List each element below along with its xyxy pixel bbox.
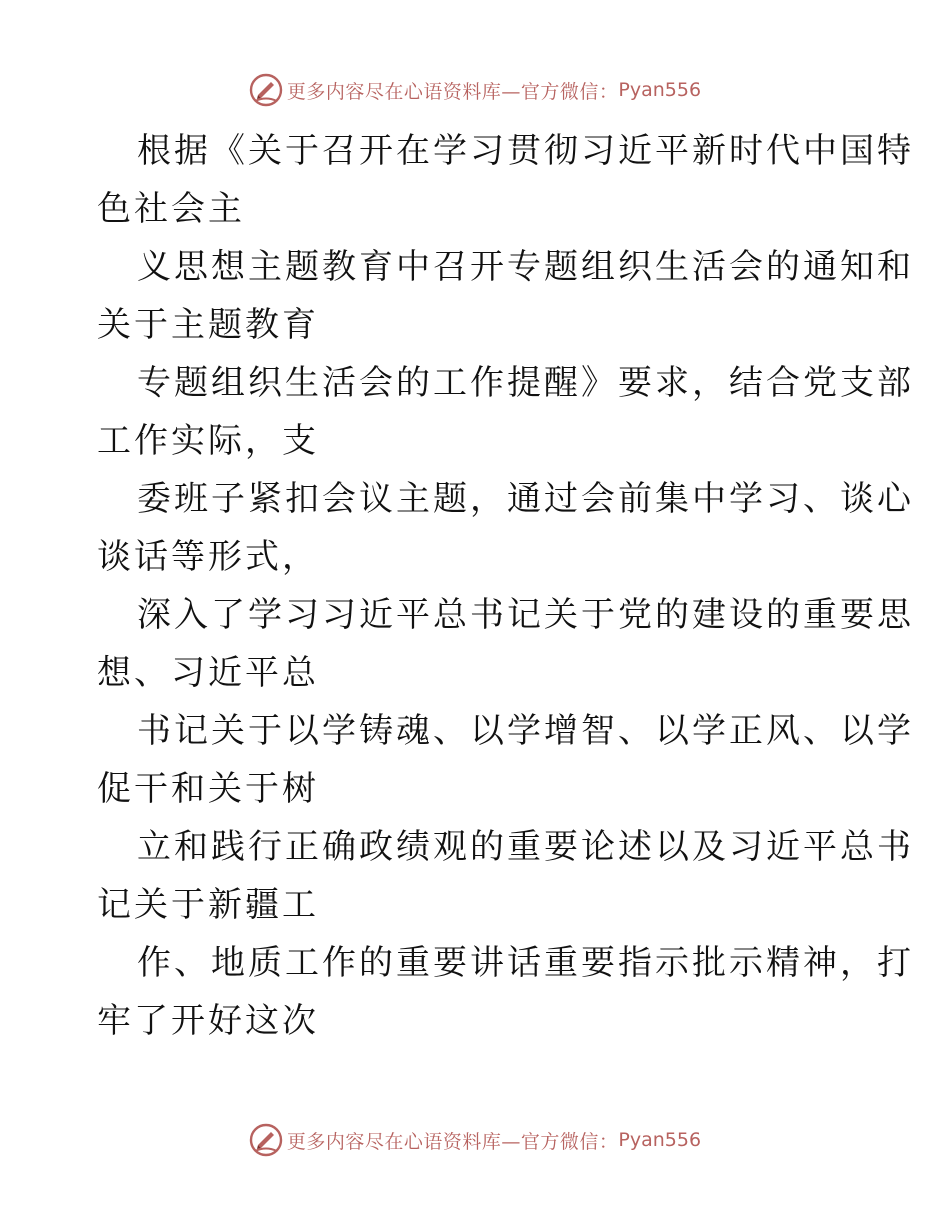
text-line: 牢了开好这次	[97, 1001, 319, 1041]
text-line: 作、地质工作的重要讲话重要指示批示精神，打	[137, 943, 914, 983]
text-line: 深入了学习习近平总书记关于党的建设的重要思	[137, 595, 914, 635]
paragraph	[97, 586, 914, 702]
paragraph	[97, 122, 914, 238]
text-line: 义思想主题教育中召开专题组织生活会的通知和	[137, 247, 914, 287]
text-line: 专题组织生活会的工作提醒》要求，结合党支部	[137, 363, 914, 403]
header-slogan: 更多内容尽在心语资料库—官方微信：	[286, 80, 619, 103]
header-wechat-id: Pyan556	[618, 79, 702, 101]
text-line: 关于主题教育	[97, 305, 319, 345]
paragraph	[97, 238, 914, 354]
paragraph	[97, 702, 914, 818]
text-line: 谈话等形式，	[97, 537, 319, 577]
text-line: 记关于新疆工	[97, 885, 319, 925]
text-line: 委班子紧扣会议主题，通过会前集中学习、谈心	[137, 479, 914, 519]
footer-wechat-id: Pyan556	[618, 1129, 702, 1151]
text-line: 色社会主	[97, 189, 245, 229]
text-line: 书记关于以学铸魂、以学增智、以学正风、以学	[137, 711, 914, 751]
text-line: 根据《关于召开在学习贯彻习近平新时代中国特	[137, 131, 914, 171]
header-banner	[0, 70, 950, 110]
paragraph	[97, 470, 914, 586]
text-line: 想、习近平总	[97, 653, 319, 693]
paragraph	[97, 934, 914, 1050]
footer-banner	[0, 1120, 950, 1160]
book-pen-logo-icon	[249, 1123, 283, 1157]
text-line: 工作实际，支	[97, 421, 319, 461]
footer-slogan: 更多内容尽在心语资料库—官方微信：	[286, 1130, 619, 1153]
paragraph	[97, 354, 914, 470]
text-line: 促干和关于树	[97, 769, 319, 809]
paragraph	[97, 818, 914, 934]
text-line: 立和践行正确政绩观的重要论述以及习近平总书	[137, 827, 914, 867]
body-text	[97, 122, 914, 1050]
book-pen-logo-icon	[249, 73, 283, 107]
